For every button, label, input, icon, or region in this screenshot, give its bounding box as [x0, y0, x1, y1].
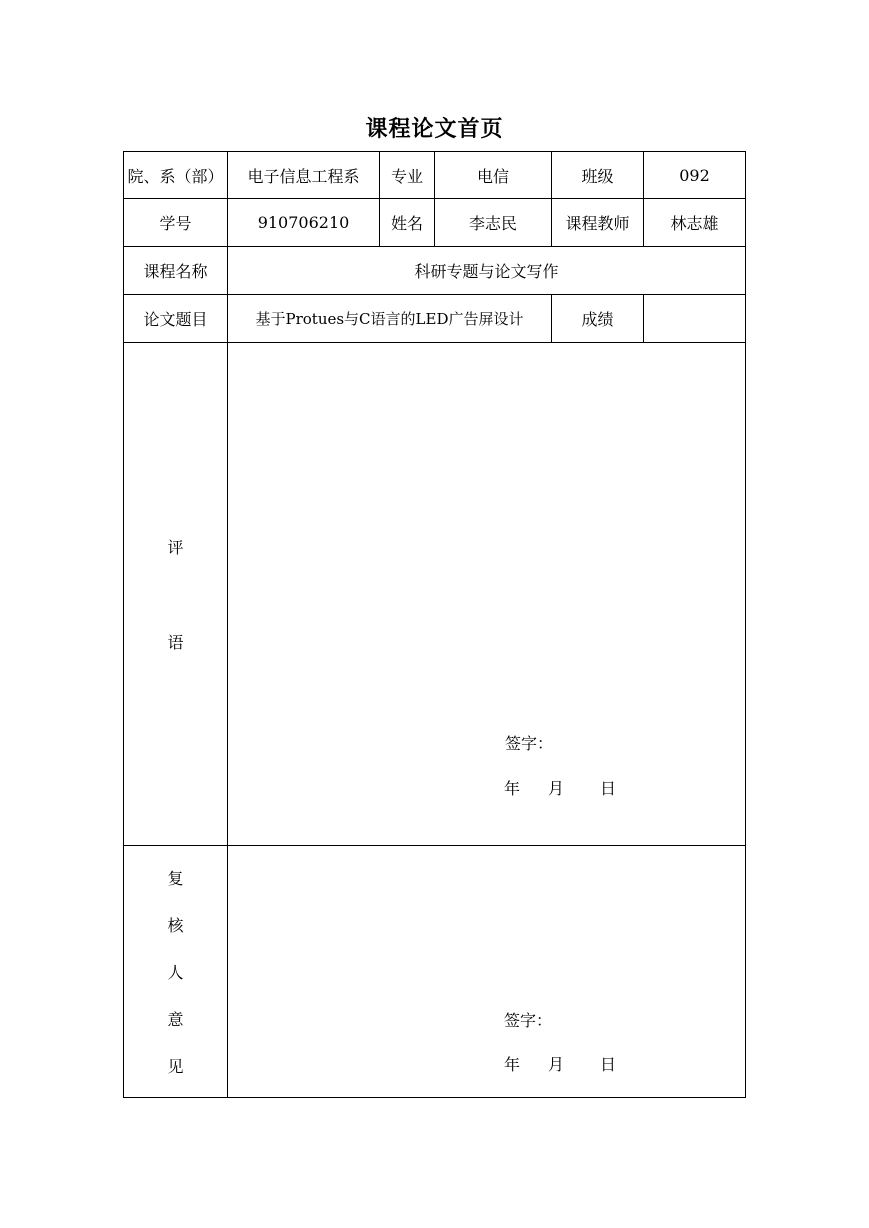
- comment-month: 月: [548, 779, 565, 798]
- review-label-char: 见: [167, 1057, 184, 1076]
- comment-day: 日: [600, 779, 617, 798]
- comment-area: [228, 343, 746, 846]
- review-area: [228, 846, 746, 1098]
- teacher-label: 课程教师: [552, 199, 644, 247]
- major-label: 专业: [380, 152, 435, 199]
- comment-label: [124, 343, 228, 846]
- comment-year: 年: [504, 779, 521, 798]
- row-course: [124, 247, 746, 295]
- row-review: [124, 846, 746, 1098]
- review-year: 年: [504, 1055, 521, 1074]
- review-label-char: 人: [167, 963, 184, 982]
- review-day: 日: [600, 1055, 617, 1074]
- dept-value: 电子信息工程系: [228, 152, 380, 199]
- row-department: [124, 152, 746, 199]
- student-id-label: 学号: [124, 199, 228, 247]
- topic-label: 论文题目: [124, 295, 228, 343]
- grade-label: 成绩: [552, 295, 644, 343]
- dept-label: 院、系（部）: [124, 152, 228, 199]
- row-student: [124, 199, 746, 247]
- course-value: 科研专题与论文写作: [228, 247, 746, 295]
- course-paper-form: [123, 151, 746, 1098]
- review-label-char: 意: [167, 1010, 184, 1029]
- row-comment: [124, 343, 746, 846]
- grade-value: [644, 295, 746, 343]
- review-label-char: 复: [167, 869, 184, 888]
- comment-sign-label: 签字：: [505, 734, 554, 753]
- review-label: [124, 846, 228, 1098]
- class-label: 班级: [552, 152, 644, 199]
- teacher-value: 林志雄: [644, 199, 746, 247]
- name-label: 姓名: [380, 199, 435, 247]
- student-id-value: 910706210: [228, 199, 380, 247]
- name-value: 李志民: [435, 199, 552, 247]
- review-label-char: 核: [167, 916, 184, 935]
- topic-value: 基于Protues与C语言的LED广告屏设计: [228, 295, 552, 343]
- page-title: 课程论文首页: [365, 116, 504, 142]
- comment-label-char: 评: [167, 538, 184, 557]
- course-label: 课程名称: [124, 247, 228, 295]
- comment-label-char: 语: [167, 633, 184, 652]
- review-month: 月: [548, 1055, 565, 1074]
- major-value: 电信: [435, 152, 552, 199]
- row-topic: [124, 295, 746, 343]
- class-value: 092: [644, 152, 746, 199]
- review-sign-label: 签字：: [504, 1011, 553, 1030]
